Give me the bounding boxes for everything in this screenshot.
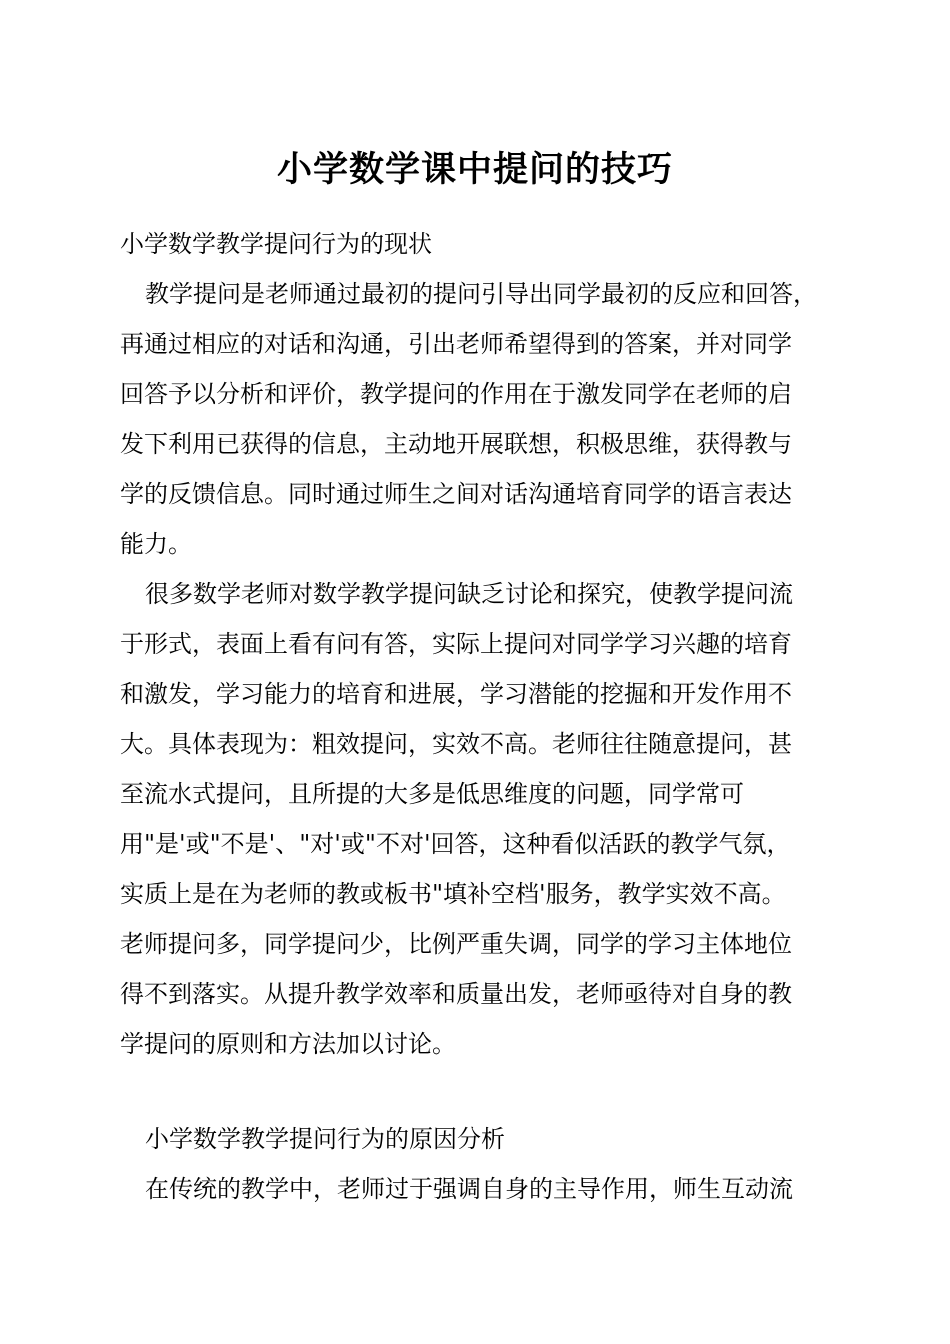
text-line: 至流水式提问，且所提的大多是低思维度的问题，同学常可 bbox=[120, 780, 744, 808]
section-heading-status: 小学数学教学提问行为的现状 bbox=[120, 230, 432, 258]
text-line: 于形式，表面上看有问有答，实际上提问对同学学习兴趣的培育 bbox=[120, 630, 792, 658]
section-heading-causes: 小学数学教学提问行为的原因分析 bbox=[145, 1125, 505, 1153]
text-line: 再通过相应的对话和沟通，引出老师希望得到的答案，并对同学 bbox=[120, 330, 792, 358]
text-line: 在传统的教学中，老师过于强调自身的主导作用，师生互动流 bbox=[145, 1175, 793, 1203]
text-line: 学提问的原则和方法加以讨论。 bbox=[120, 1030, 456, 1058]
text-line: 和激发，学习能力的培育和进展，学习潜能的挖掘和开发作用不 bbox=[120, 680, 792, 708]
text-line: 很多数学老师对数学教学提问缺乏讨论和探究，使教学提问流 bbox=[145, 580, 793, 608]
text-line: 能力。 bbox=[120, 530, 192, 558]
text-line: 大。具体表现为：粗效提问，实效不高。老师往往随意提问，甚 bbox=[120, 730, 792, 758]
text-line: 回答予以分析和评价，教学提问的作用在于激发同学在老师的启 bbox=[120, 380, 792, 408]
text-line: 用"是'或"不是'、"对'或"不对'回答，这种看似活跃的教学气氛， bbox=[120, 830, 791, 858]
text-line: 教学提问是老师通过最初的提问引导出同学最初的反应和回答， bbox=[145, 280, 817, 308]
text-line: 老师提问多，同学提问少，比例严重失调，同学的学习主体地位 bbox=[120, 930, 792, 958]
text-line: 发下利用已获得的信息，主动地开展联想，积极思维，获得教与 bbox=[120, 430, 792, 458]
text-line: 得不到落实。从提升教学效率和质量出发，老师亟待对自身的教 bbox=[120, 980, 792, 1008]
text-line: 学的反馈信息。同时通过师生之间对话沟通培育同学的语言表达 bbox=[120, 480, 792, 508]
text-line: 实质上是在为老师的教或板书"填补空档'服务，教学实效不高。 bbox=[120, 880, 786, 908]
document-title: 小学数学课中提问的技巧 bbox=[276, 149, 673, 190]
